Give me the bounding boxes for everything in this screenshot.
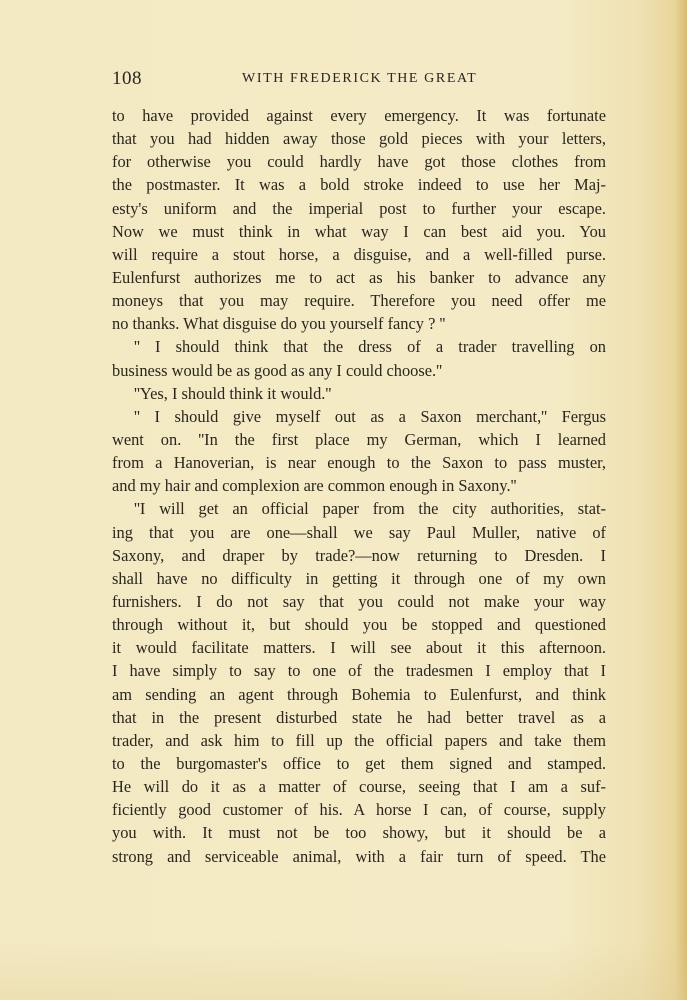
text-line: went on. ''In the first place my German, which I learned (112, 429, 606, 449)
page-bottom-shade (0, 940, 687, 1000)
text-line: for otherwise you could hardly have got those clothes from (112, 152, 606, 172)
text-line: that you had hidden away those gold pieces with your letters, (112, 129, 606, 149)
running-head (112, 68, 606, 94)
page-edge-shadow (675, 0, 687, 1000)
text-line: esty's uniform and the imperial post to further your escape. (112, 198, 606, 218)
text-line: Now we must think in what way I can best aid you. You (112, 221, 606, 241)
text-line: that in the present disturbed state he had better travel as a (112, 707, 606, 727)
text-line: you with. It must not be too showy, but it should be a (112, 823, 606, 843)
text-line: the postmaster. It was a bold stroke indeed to use her Maj- (112, 175, 606, 195)
text-line: Saxony, and draper by trade?—now returning to Dresden. I (112, 545, 606, 565)
text-line: strong and serviceable animal, with a fair turn of speed. The (112, 846, 606, 866)
text-line: from a Hanoverian, is near enough to the Saxon to pass muster, (112, 453, 606, 473)
text-line: and my hair and complexion are common enough in Saxony.'' (112, 476, 517, 496)
running-title: WITH FREDERICK THE GREAT (242, 71, 478, 86)
text-line: trader, and ask him to fill up the official papers and take them (112, 730, 606, 750)
text-line: furnishers. I do not say that you could not make your way (112, 591, 606, 611)
text-line: '' I should think that the dress of a trader travelling on (134, 337, 606, 357)
text-line: will require a stout horse, a disguise, and a well-filled purse. (112, 244, 606, 264)
text-line: ing that you are one—shall we say Paul Muller, native of (112, 522, 606, 542)
body-text (112, 104, 606, 868)
text-line: I have simply to say to one of the tradesmen I employ that I (112, 661, 606, 681)
text-line: Eulenfurst authorizes me to act as his banker to advance any (112, 267, 606, 287)
text-line: He will do it as a matter of course, seeing that I am a suf- (112, 777, 606, 797)
text-line: am sending an agent through Bohemia to Eulenfurst, and think (112, 684, 606, 704)
text-line: shall have no difficulty in getting it through one of my own (112, 568, 606, 588)
text-line: to have provided against every emergency. It was fortunate (112, 106, 606, 125)
text-line: through without it, but should you be stopped and questioned (112, 615, 606, 635)
text-line: no thanks. What disguise do you yourself fancy ? '' (112, 314, 446, 334)
text-line: ''Yes, I should think it would.'' (134, 383, 332, 403)
text-line: ''I will get an official paper from the city authorities, stat- (134, 499, 606, 519)
text-line: '' I should give myself out as a Saxon merchant,'' Fergus (134, 406, 606, 426)
text-line: business would be as good as any I could choose.'' (112, 360, 443, 380)
text-line: it would facilitate matters. I will see about it this afternoon. (112, 638, 606, 658)
text-line: to the burgomaster's office to get them signed and stamped. (112, 753, 606, 773)
text-line: ficiently good customer of his. A horse I can, of course, supply (112, 800, 606, 820)
page-number: 108 (112, 68, 142, 89)
text-line: moneys that you may require. Therefore you need offer me (112, 291, 606, 311)
